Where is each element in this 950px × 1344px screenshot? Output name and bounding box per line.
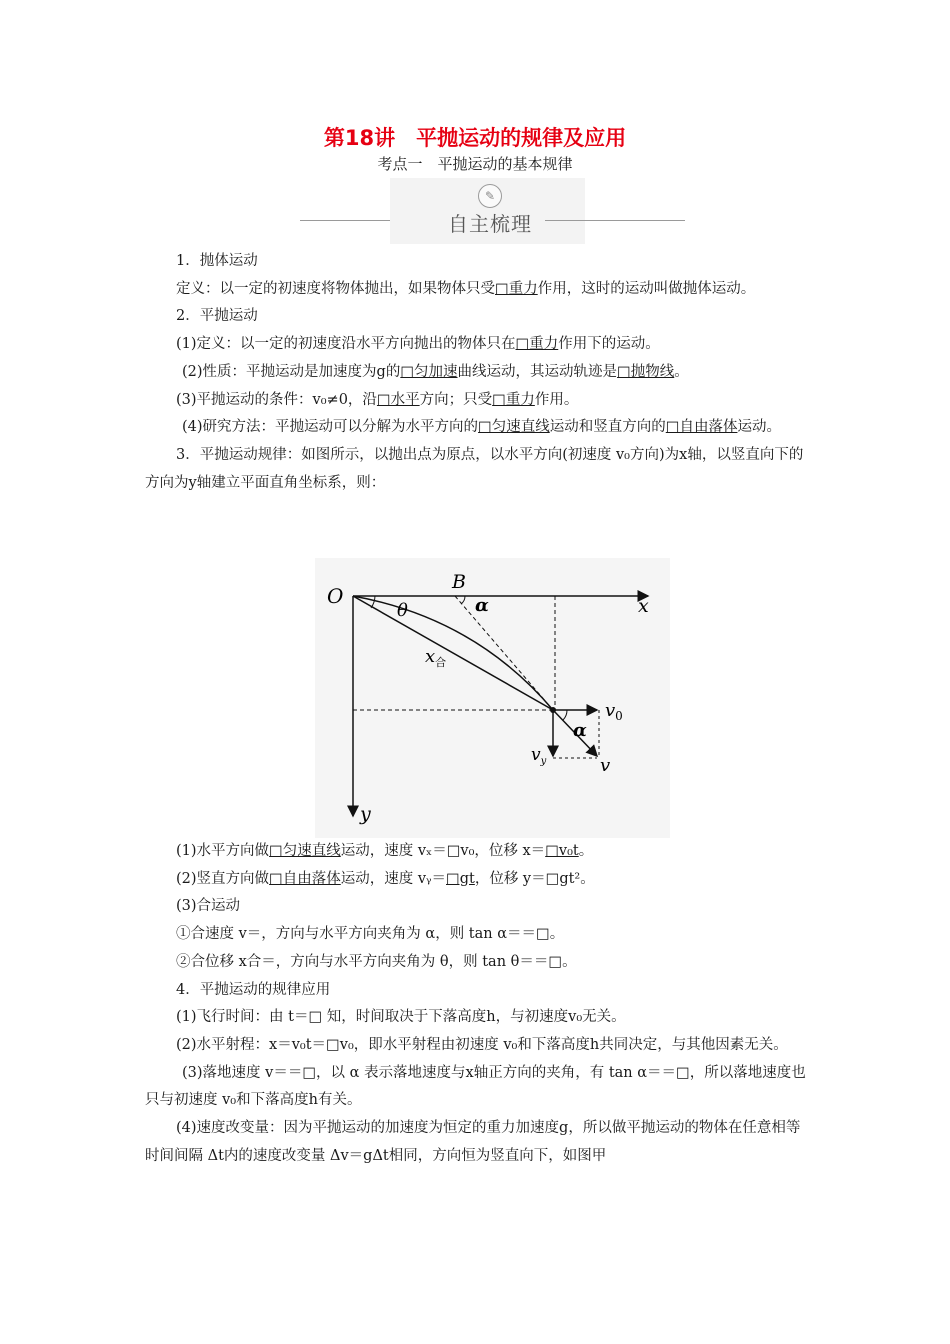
para-s2-2: [145, 359, 808, 387]
para-l10: (4)速度改变量：因为平抛运动的加速度为恒定的重力加速度g，所以做平抛运动的物体在任意相等时间间隔 Δt内的速度改变量 Δv＝gΔt相同，方向恒为竖直向下，如图甲: [145, 1120, 801, 1164]
para-l3: (3)合运动: [176, 898, 241, 915]
point-b-label: B: [452, 571, 466, 593]
text: (1)水平方向做: [176, 843, 270, 859]
para-l4: ①合速度 v＝，方向与水平方向夹角为 α，则 tan α＝＝□。: [176, 926, 565, 943]
lower-text: [145, 838, 808, 1170]
answer-blank: □自由落体: [665, 419, 738, 436]
projectile-diagram: [315, 558, 670, 838]
answer-blank: □抛物线: [617, 363, 675, 380]
text: 运动和竖直方向的: [549, 419, 666, 436]
leaf-icon: ✎: [478, 184, 502, 208]
v0-main: v: [605, 700, 616, 721]
x-axis-label: x: [638, 595, 649, 617]
page-title: 第18讲 平抛运动的规律及应用: [323, 126, 627, 150]
text: (2)竖直方向做: [176, 870, 270, 887]
section-banner: [300, 178, 685, 244]
tangent-dashed-line: [455, 596, 553, 710]
answer-blank: □重力: [492, 391, 535, 408]
origin-label: O: [327, 584, 344, 608]
theta-label: θ: [397, 600, 408, 621]
text: 作用下的运动。: [558, 336, 660, 353]
particle-point: [550, 707, 556, 713]
text: (1)定义：以一定的初速度沿水平方向抛出的物体只在: [176, 336, 516, 353]
main-text: [145, 248, 808, 497]
text: (3)平抛运动的条件：v₀≠0，沿: [176, 391, 377, 408]
para-s2-1: [145, 331, 808, 359]
answer-blank: □v₀t: [545, 843, 579, 859]
alpha-arc-top: [461, 596, 465, 604]
alpha-label-top: α: [475, 595, 489, 616]
para-l9: (3)落地速度 v＝＝□，以 α 表示落地速度与x轴正方向的夹角，有 tan α＝＝□，所以落地速度也只与初速度 v₀和下落高度h有关。: [145, 1064, 806, 1109]
answer-blank: □水平: [376, 391, 420, 408]
vy-main: v: [531, 745, 541, 765]
para-s2-4: [145, 414, 808, 442]
para-s2-3: [145, 387, 808, 415]
text: 运动，速度 vᵧ＝: [340, 870, 447, 887]
para-s3: 3．平抛运动规律：如图所示，以抛出点为原点，以水平方向(初速度 v₀方向)为x轴，以竖直向下的方向为y轴建立平面直角坐标系，则：: [145, 446, 804, 491]
para-l1: [145, 838, 808, 866]
answer-blank: □匀速直线: [269, 843, 341, 859]
v-label: v: [600, 755, 611, 776]
diagram-svg: [315, 558, 670, 838]
alpha-label-bottom: α: [573, 720, 587, 741]
para-l7: (1)飞行时间：由 t＝□ 知，时间取决于下落高度h，与初速度v₀无关。: [176, 1009, 626, 1026]
v0-label: [605, 700, 623, 723]
text: 方向；只受: [419, 391, 493, 408]
text: 运动，速度 vₓ＝□v₀，位移 x＝: [340, 843, 546, 859]
para-s2-head: 2．平抛运动: [176, 308, 258, 325]
text: 运动。: [737, 419, 781, 436]
vy-label: [531, 745, 547, 767]
text: 作用。: [534, 391, 579, 408]
text: 作用，这时的运动叫做抛体运动。: [537, 280, 756, 297]
x-sum-sub: 合: [435, 656, 447, 669]
text: 。: [674, 363, 689, 380]
para-s1-def: [145, 276, 808, 304]
displacement-line: [353, 596, 553, 710]
v0-sub: 0: [615, 709, 623, 723]
para-l2: [145, 866, 808, 894]
para-l5: ②合位移 x合＝，方向与水平方向夹角为 θ，则 tan θ＝＝□。: [176, 953, 577, 970]
section-subtitle: 考点一 平抛运动的基本规律: [377, 155, 573, 173]
x-sum-label: [425, 646, 446, 669]
answer-blank: □匀速直线: [478, 419, 550, 436]
para-s1-head: 1．抛体运动: [176, 253, 258, 269]
text: (4)研究方法：平抛运动可以分解为水平方向的: [182, 419, 479, 436]
answer-blank: □自由落体: [269, 870, 341, 887]
answer-blank: □匀加速: [400, 363, 458, 380]
answer-blank: □重力: [495, 280, 538, 297]
vy-sub: y: [540, 756, 547, 767]
y-axis-label: y: [360, 803, 371, 825]
banner-label: 自主梳理: [448, 212, 532, 236]
alpha-arc-bottom: [563, 710, 567, 720]
text: 曲线运动，其运动轨迹是: [457, 363, 618, 380]
text: (2)性质：平抛运动是加速度为g的: [182, 363, 401, 380]
answer-blank: □gt: [446, 870, 475, 887]
x-sum-main: x: [425, 646, 436, 667]
para-l6: 4．平抛运动的规律应用: [176, 981, 331, 998]
text: 。: [578, 843, 594, 859]
text: ，位移 y＝□gt²。: [474, 870, 595, 887]
theta-arc: [371, 596, 375, 608]
para-l8: (2)水平射程：x＝v₀t＝□v₀，即水平射程由初速度 v₀和下落高度h共同决定，与其他因素无关。: [176, 1036, 788, 1053]
text: 定义：以一定的初速度将物体抛出，如果物体只受: [176, 280, 495, 297]
banner-rule-right: [545, 220, 685, 221]
answer-blank: □重力: [515, 336, 559, 353]
